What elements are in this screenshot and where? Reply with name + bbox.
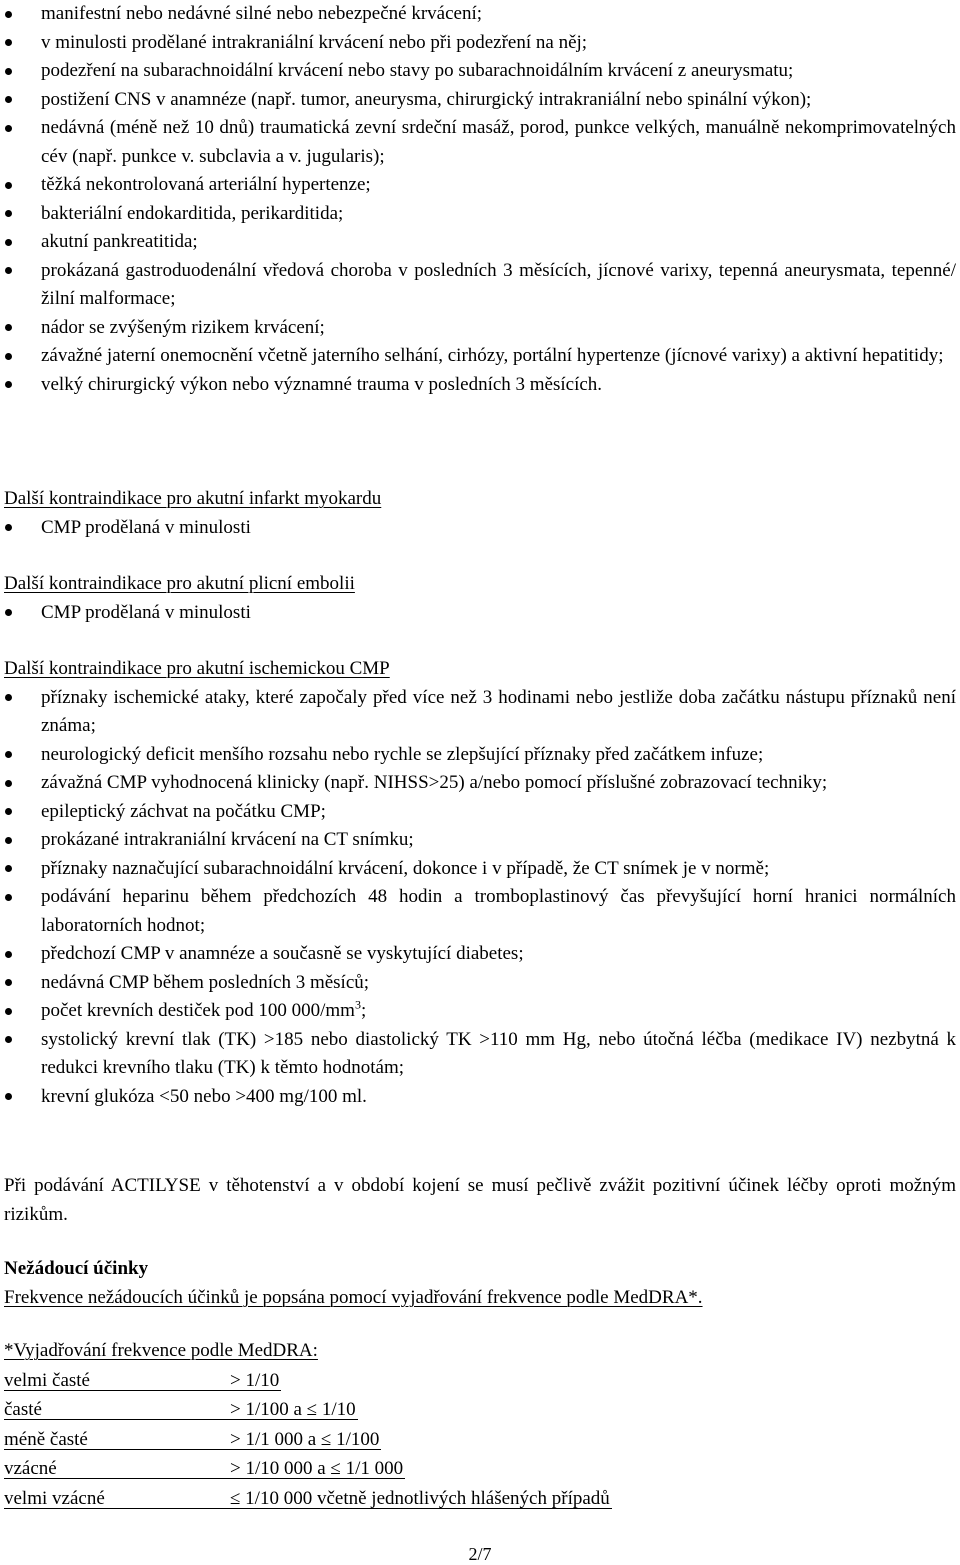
list-item: krevní glukóza <50 nebo >400 mg/100 ml. <box>0 1083 960 1112</box>
list-item: podávání heparinu během předchozích 48 hodin a tromboplastinový čas převyšující horní hranici normálních laboratorních hodnot; <box>0 883 960 940</box>
mi-list <box>0 514 960 543</box>
pregnancy-paragraph: Při podávání ACTILYSE v těhotenství a v období kojení se musí pečlivě zvážit pozitivní účinek léčby oproti možným rizikům. <box>4 1175 956 1225</box>
list-item: akutní pankreatitida; <box>0 228 960 257</box>
list-item: nedávná (méně než 10 dnů) traumatická zevní srdeční masáž, porod, punkce velkých, manuálně nekomprimovatelných cév (např. punkce v. subclavia a v. jugularis); <box>0 114 960 171</box>
pe-list <box>0 599 960 628</box>
page-number: 2/7 <box>468 1544 492 1564</box>
list-item: CMP prodělaná v minulosti <box>0 514 960 543</box>
pe-section <box>0 570 960 627</box>
list-item: v minulosti prodělané intrakraniální krvácení nebo při podezření na něj; <box>0 29 960 58</box>
mi-section <box>0 485 960 542</box>
list-item-platelets <box>0 997 960 1026</box>
list-item: bakteriální endokarditida, perikarditida; <box>0 200 960 229</box>
platelet-superscript: 3 <box>354 997 361 1012</box>
frequency-label: méně časté <box>4 1425 230 1450</box>
list-item: velký chirurgický výkon nebo významné trauma v posledních 3 měsících. <box>0 371 960 400</box>
list-item: závažná CMP vyhodnocená klinicky (např. NIHSS>25) a/nebo pomocí příslušné zobrazovací techniky; <box>0 769 960 798</box>
list-item: manifestní nebo nedávné silné nebo nebezpečné krvácení; <box>0 0 960 29</box>
list-item: prokázané intrakraniální krvácení na CT snímku; <box>0 826 960 855</box>
frequency-row <box>0 1395 960 1425</box>
contraindications-list-block <box>0 0 960 399</box>
adverse-effects-title: Nežádoucí účinky <box>4 1258 149 1279</box>
meddra-heading: *Vyjadřování frekvence podle MedDRA: <box>4 1340 318 1361</box>
list-item: předchozí CMP v anamnéze a současně se vyskytující diabetes; <box>0 940 960 969</box>
list-item: systolický krevní tlak (TK) >185 nebo diastolický TK >110 mm Hg, nebo útočná léčba (medikace IV) nezbytná k redukci krevního tlaku (TK) k těmto hodnotám; <box>0 1026 960 1083</box>
stroke-section <box>0 655 960 1111</box>
list-item: CMP prodělaná v minulosti <box>0 599 960 628</box>
frequency-value: > 1/10 <box>230 1366 281 1391</box>
list-item: závažné jaterní onemocnění včetně jaterního selhání, cirhózy, portální hypertenze (jícnové varixy) a aktivní hepatitidy; <box>0 342 960 371</box>
stroke-list <box>0 684 960 1112</box>
frequency-value: ≤ 1/10 000 včetně jednotlivých hlášených případů <box>230 1484 612 1509</box>
frequency-value: > 1/100 a ≤ 1/10 <box>230 1395 358 1420</box>
frequency-value: > 1/10 000 a ≤ 1/1 000 <box>230 1454 405 1479</box>
general-contraindications-list <box>0 0 960 399</box>
list-item: příznaky naznačující subarachnoidální krvácení, dokonce i v případě, že CT snímek je v normě; <box>0 855 960 884</box>
frequency-row <box>0 1425 960 1455</box>
frequency-row <box>0 1454 960 1484</box>
list-item: nádor se zvýšeným rizikem krvácení; <box>0 314 960 343</box>
pe-heading: Další kontraindikace pro akutní plicní embolii <box>4 573 355 594</box>
mi-heading: Další kontraindikace pro akutní infarkt myokardu <box>4 488 382 509</box>
list-item: postižení CNS v anamnéze (např. tumor, aneurysma, chirurgický intrakraniální nebo spinální výkon); <box>0 86 960 115</box>
list-item: podezření na subarachnoidální krvácení nebo stavy po subarachnoidálním krvácení z aneurysmatu; <box>0 57 960 86</box>
list-item: příznaky ischemické ataky, které započaly před více než 3 hodinami nebo jestliže doba začátku nástupu příznaků není známa; <box>0 684 960 741</box>
platelet-text: počet krevních destiček pod 100 000/mm <box>41 1000 355 1021</box>
platelet-end: ; <box>360 1000 367 1021</box>
list-item: prokázaná gastroduodenální vředová choroba v posledních 3 měsících, jícnové varixy, tepenná aneurysmata, tepenné/žilní malformace; <box>0 257 960 314</box>
list-item: těžká nekontrolovaná arteriální hypertenze; <box>0 171 960 200</box>
frequency-label: vzácné <box>4 1454 230 1479</box>
frequency-label: časté <box>4 1395 230 1420</box>
frequency-label: velmi časté <box>4 1366 230 1391</box>
frequency-row <box>0 1484 960 1514</box>
adverse-effects-subtitle: Frekvence nežádoucích účinků je popsána pomocí vyjadřování frekvence podle MedDRA*. <box>4 1286 703 1308</box>
frequency-row <box>0 1366 960 1396</box>
frequency-value: > 1/1 000 a ≤ 1/100 <box>230 1425 381 1450</box>
frequency-label: velmi vzácné <box>4 1484 230 1509</box>
list-item: nedávná CMP během posledních 3 měsíců; <box>0 969 960 998</box>
list-item: neurologický deficit menšího rozsahu nebo rychle se zlepšující příznaky před začátkem infuze; <box>0 741 960 770</box>
meddra-frequency-table <box>0 1337 960 1513</box>
list-item: epileptický záchvat na počátku CMP; <box>0 798 960 827</box>
adverse-effects-section <box>0 1255 960 1312</box>
stroke-heading: Další kontraindikace pro akutní ischemickou CMP <box>4 658 390 679</box>
